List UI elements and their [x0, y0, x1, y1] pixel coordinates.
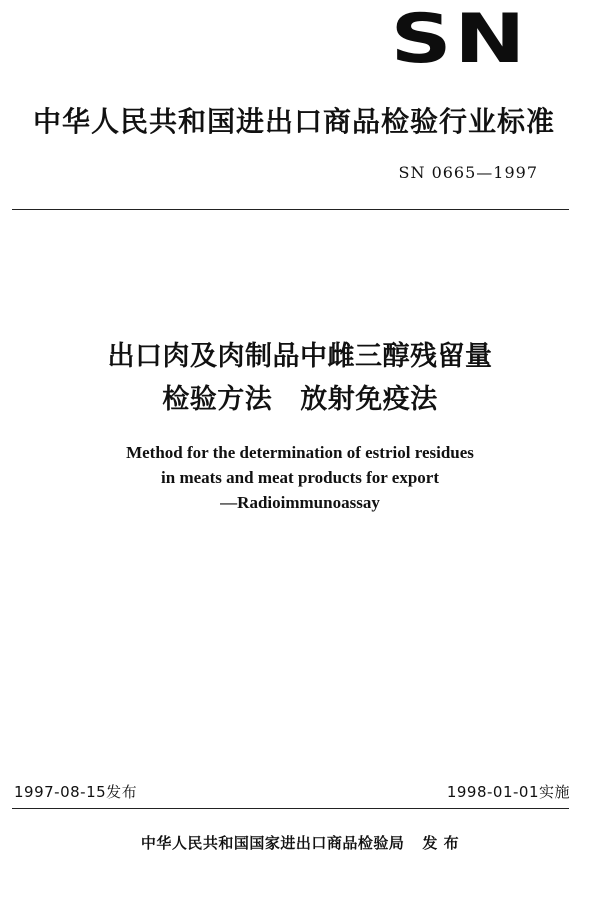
english-title-line-2: in meats and meat products for export [161, 468, 439, 487]
issuer-line [0, 832, 600, 853]
chinese-title-line-2-a: 检验方法 [162, 384, 273, 415]
english-title-line-3: —Radioimmunoassay [220, 493, 380, 512]
industry-standard-heading: 中华人民共和国进出口商品检验行业标准 [32, 105, 555, 138]
chinese-title [0, 335, 600, 421]
chinese-title-line-2 [0, 378, 600, 421]
bottom-divider [12, 808, 569, 809]
chinese-title-line-2-b: 放射免疫法 [300, 384, 438, 415]
english-title [0, 440, 600, 515]
english-title-line-1: Method for the determination of estriol residues [126, 443, 474, 462]
implement-date: 1998-01-01实施 [446, 783, 570, 801]
sn-logo: SN [390, 0, 528, 79]
issuer-name: 中华人民共和国国家进出口商品检验局 [140, 834, 405, 852]
publish-date: 1997-08-15发布 [14, 783, 138, 801]
top-divider [12, 209, 569, 210]
issuer-action: 发 布 [422, 834, 460, 852]
standard-code: SN 0665—1997 [398, 163, 538, 182]
chinese-title-line-1: 出口肉及肉制品中雌三醇残留量 [107, 341, 493, 372]
